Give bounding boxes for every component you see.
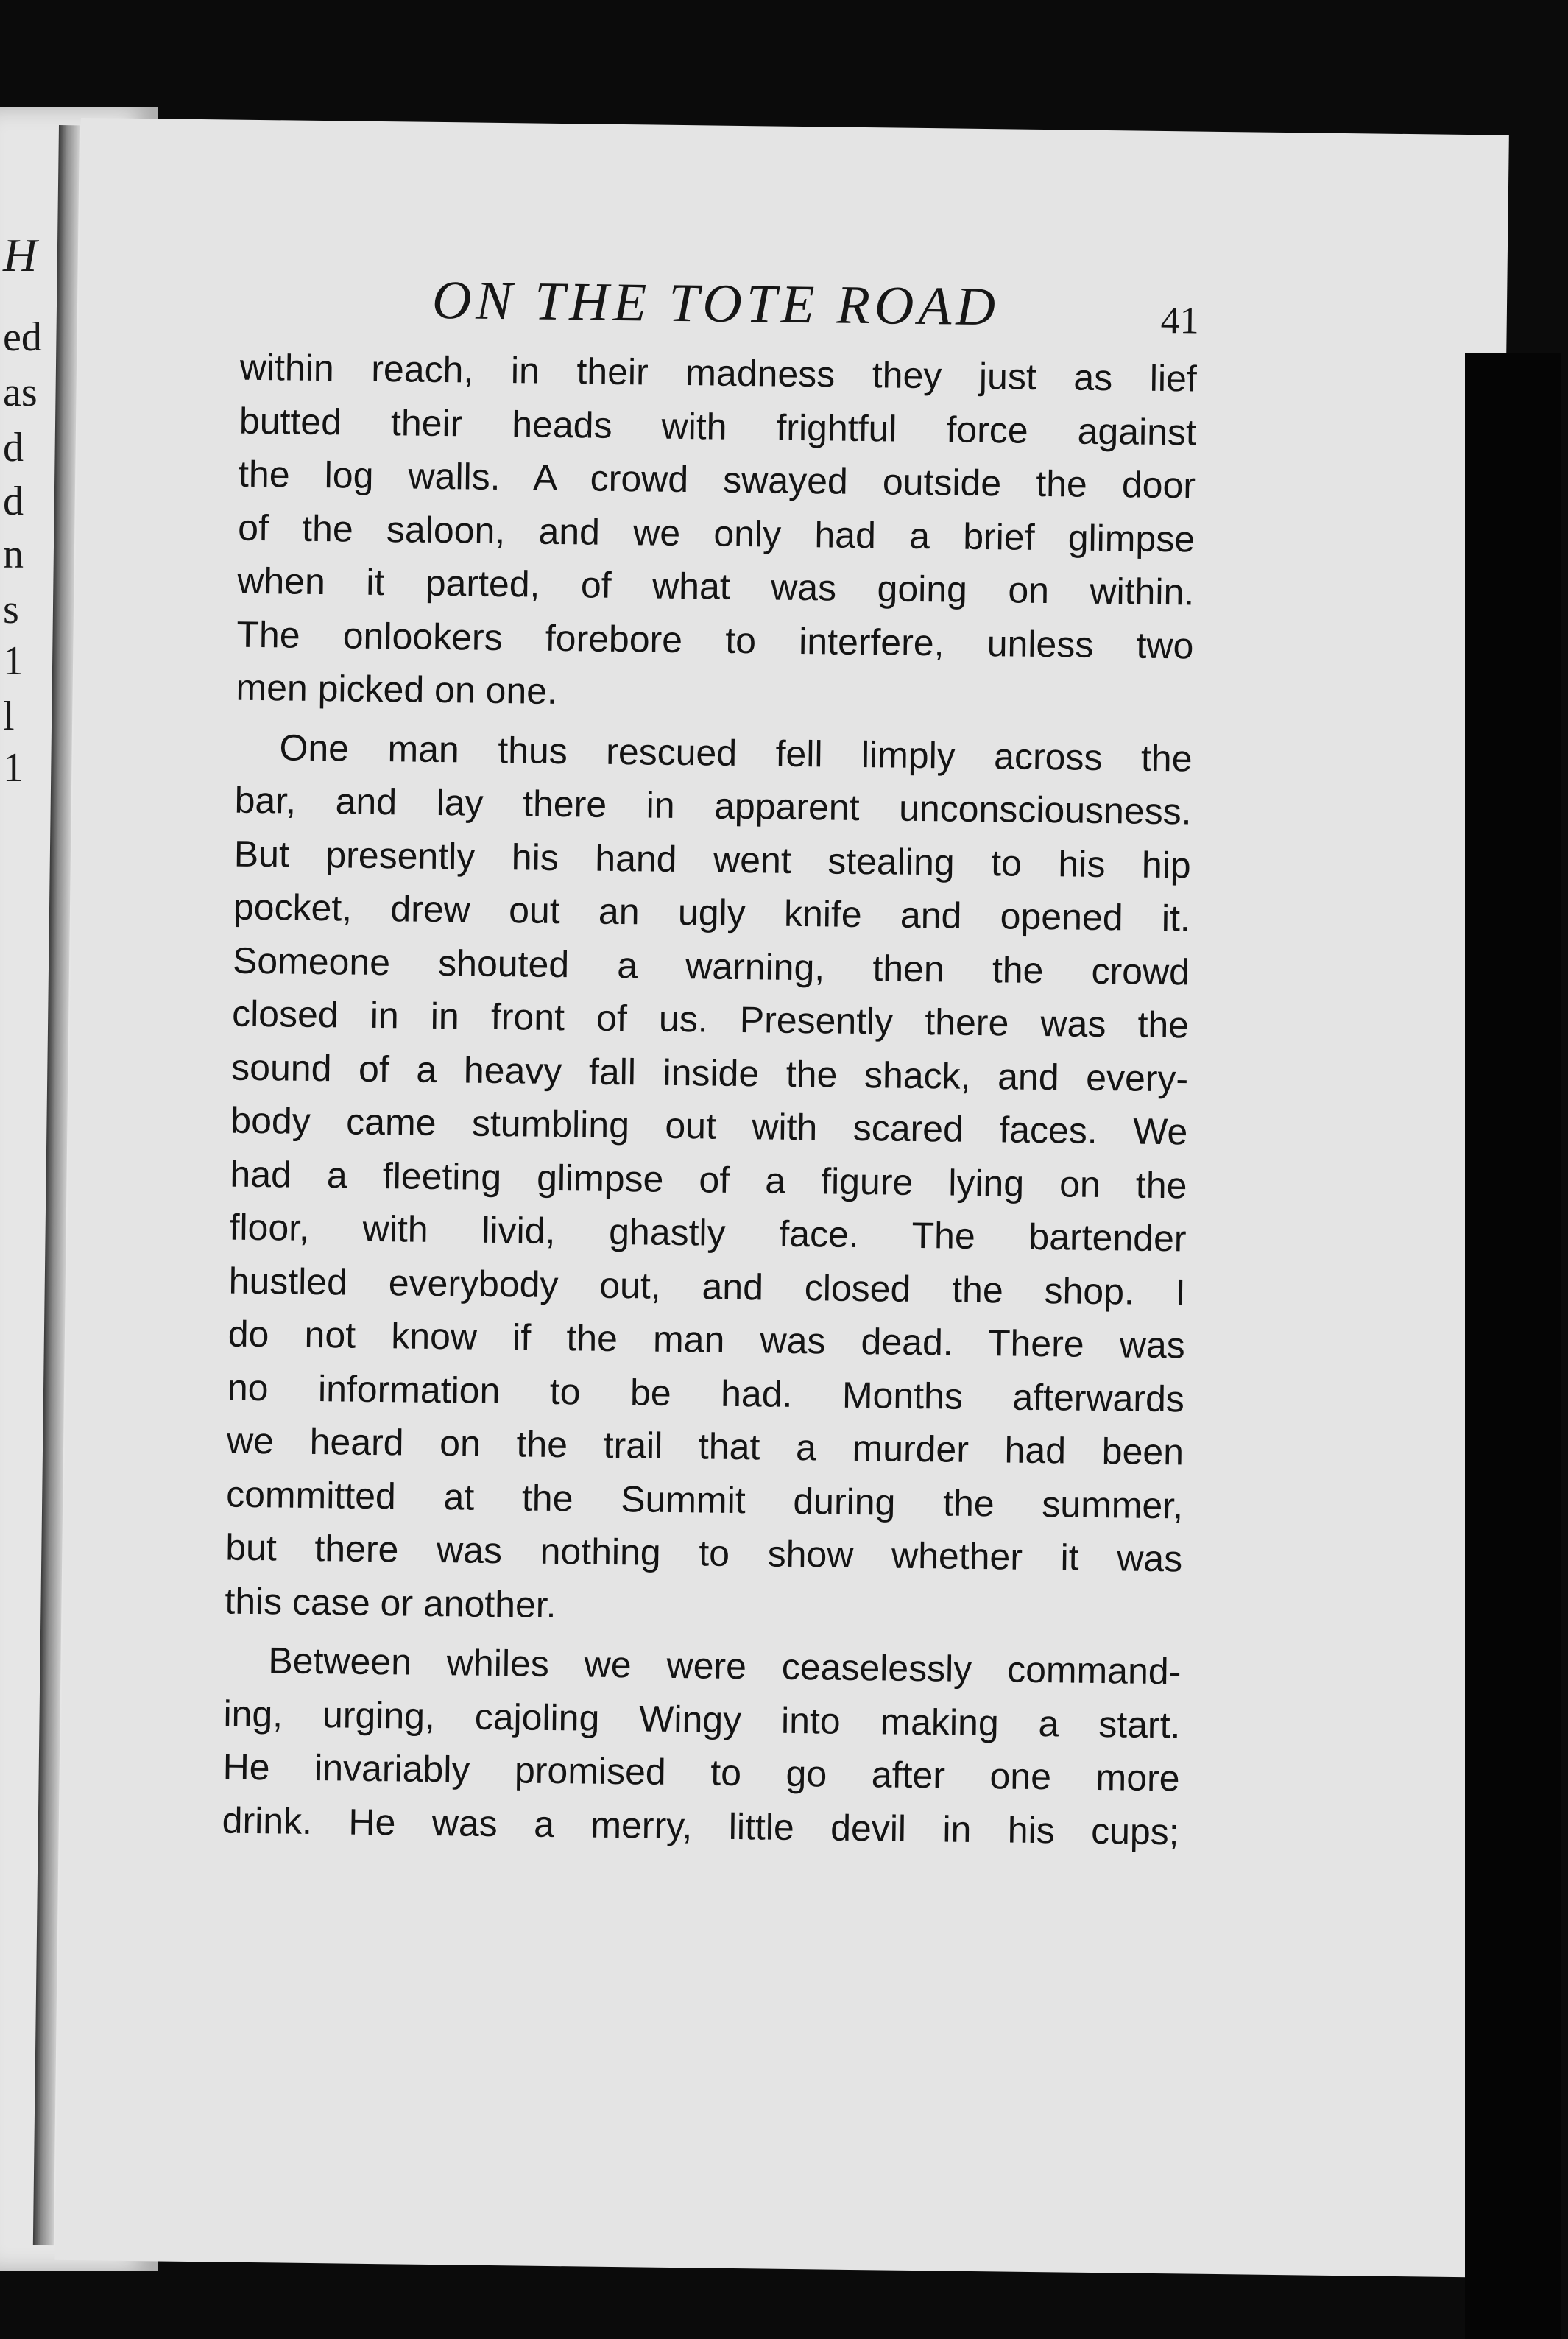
page-fore-edge-shadow bbox=[1465, 353, 1561, 2339]
book-page bbox=[54, 118, 1508, 2277]
text-line: But presently his hand went stealing to his hip bbox=[233, 833, 1192, 886]
text-line: when it parted, of what was going on within. bbox=[236, 560, 1195, 613]
text-line: within reach, in their madness they just as lief bbox=[239, 346, 1198, 400]
text-line: no information to be had. Months afterwards bbox=[227, 1366, 1185, 1419]
text-line: but there was nothing to show whether it was bbox=[225, 1526, 1183, 1580]
text-line: we heard on the trail that a murder had been bbox=[226, 1419, 1184, 1473]
text-line: The onlookers forebore to interfere, unless two bbox=[236, 613, 1194, 667]
text-line: the log walls. A crowd swayed outside the door bbox=[238, 453, 1196, 507]
text-line: One man thus rescued fell limply across the bbox=[279, 726, 1193, 780]
text-line: ing, urging, cajoling Wingy into making a start. bbox=[223, 1693, 1181, 1746]
text-line: He invariably promised to go after one more bbox=[222, 1746, 1180, 1799]
text-line: bar, and lay there in apparent unconsciousness. bbox=[234, 779, 1192, 833]
margin-fragment: H bbox=[3, 229, 38, 281]
text-line: floor, with livid, ghastly face. The bartender bbox=[229, 1206, 1187, 1260]
text-line: hustled everybody out, and closed the shop. I bbox=[228, 1260, 1186, 1313]
margin-fragment: l bbox=[3, 694, 15, 739]
text-line: butted their heads with frightful force against bbox=[239, 400, 1197, 454]
paragraph bbox=[236, 341, 1197, 726]
margin-fragment: ed bbox=[3, 314, 42, 360]
text-line: do not know if the man was dead. There was bbox=[227, 1313, 1186, 1366]
text-line: pocket, drew out an ugly knife and opened it. bbox=[233, 886, 1191, 939]
text-line: Between whiles we were ceaselessly command- bbox=[268, 1640, 1182, 1693]
page-number: 41 bbox=[1160, 299, 1200, 342]
text-line: this case or another. bbox=[225, 1580, 557, 1626]
text-line: of the saloon, and we only had a brief glimpse bbox=[237, 507, 1196, 560]
body-text bbox=[222, 341, 1197, 1859]
text-line: sound of a heavy fall inside the shack, and every- bbox=[230, 1046, 1189, 1099]
paragraph bbox=[225, 720, 1193, 1639]
text-line: body came stumbling out with scared faces. We bbox=[230, 1099, 1188, 1153]
text-line: had a fleeting glimpse of a figure lying on the bbox=[230, 1153, 1187, 1206]
margin-fragment: s bbox=[3, 587, 19, 632]
margin-fragment: d bbox=[3, 425, 24, 470]
margin-fragment: as bbox=[3, 370, 38, 415]
paragraph bbox=[222, 1634, 1181, 1859]
text-line: drink. He was a merry, little devil in his cups; bbox=[222, 1799, 1180, 1852]
margin-fragment: d bbox=[3, 479, 24, 524]
text-line: men picked on one. bbox=[236, 666, 558, 712]
text-line: Someone shouted a warning, then the crowd bbox=[232, 939, 1190, 992]
running-head: ON THE TOTE ROAD bbox=[431, 269, 1000, 338]
margin-fragment: n bbox=[3, 532, 24, 577]
margin-fragment: 1 bbox=[3, 638, 24, 684]
text-line: closed in in front of us. Presently there was the bbox=[231, 992, 1190, 1046]
margin-fragment: 1 bbox=[3, 745, 24, 791]
text-line: committed at the Summit during the summer, bbox=[225, 1473, 1184, 1526]
